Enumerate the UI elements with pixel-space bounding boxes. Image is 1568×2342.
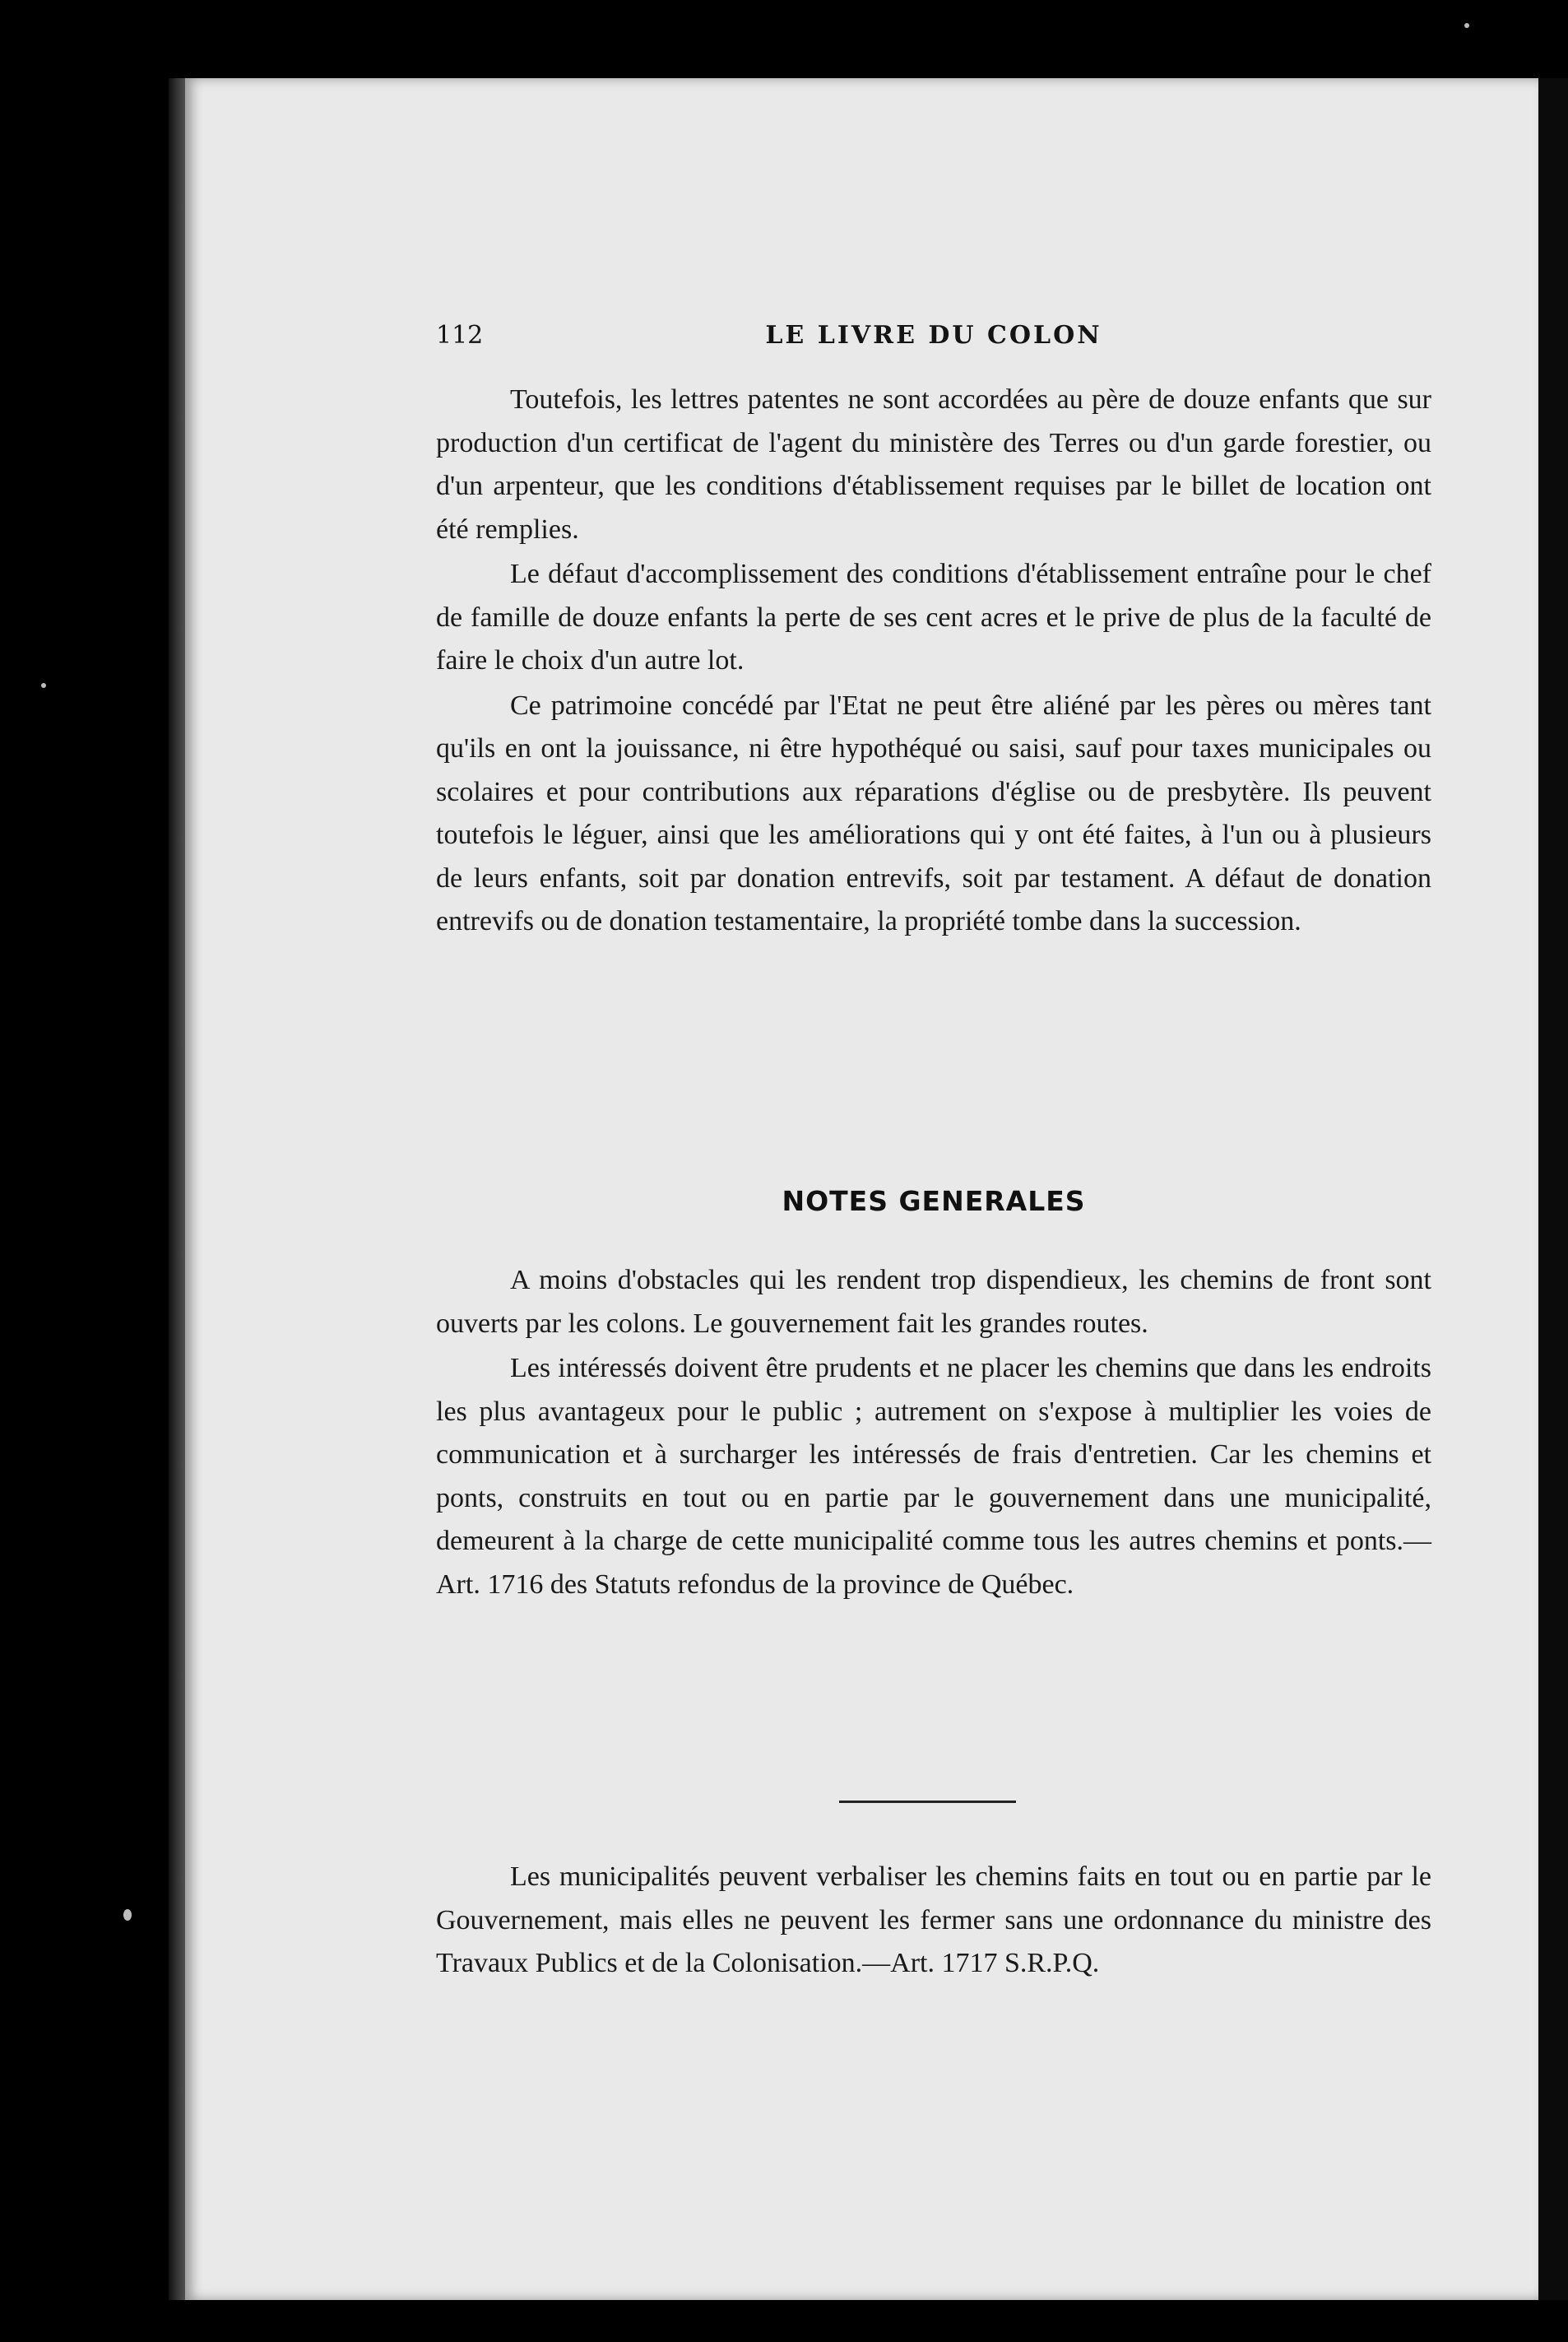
paragraph: Ce patrimoine concédé par l'Etat ne peut être aliéné par les pères ou mères tant qu'ils en ont la jouissance, ni être hypothéqué ou saisi, sauf pour taxes municipales ou scolaires et pour contributions aux réparations d'église ou de presbytère. Ils peuvent toutefois le léguer, ainsi que les améliorations qui y ont été faites, à l'un ou à plusieurs de leurs enfants, soit par donation entrevifs, soit par testament. A défaut de donation entrevifs ou de donation testamentaire, la propriété tombe dans la succession. [436, 690, 1431, 936]
section-divider [839, 1801, 1016, 1803]
page-header [436, 321, 1431, 362]
scan-speck [1464, 23, 1469, 28]
scan-speck [123, 1909, 132, 1921]
scan-speck [41, 683, 46, 688]
section-two-text [436, 1259, 1431, 1606]
paragraph: A moins d'obstacles qui les rendent trop dispendieux, les chemins de front sont ouverts par les colons. Le gouvernement fait les grandes routes. [436, 1265, 1431, 1339]
paragraph: Les intéressés doivent être prudents et ne placer les chemins que dans les endroits les plus avantageux pour le public ; autrement on s'expose à multiplier les voies de communication et à surcharger les intéressés de frais d'entretien. Car les chemins et ponts, construits en tout ou en partie par le gouvernement dans une municipalité, demeurent à la charge de cette municipalité comme tous les autres chemins et ponts.—Art. 1716 des Statuts refondus de la province de Québec. [436, 1353, 1431, 1600]
section-one-text [436, 379, 1431, 944]
page-number: 112 [436, 321, 484, 350]
paragraph: Le défaut d'accomplissement des conditions d'établissement entraîne pour le chef de famille de douze enfants la perte de ses cent acres et le prive de plus de la faculté de faire le choix d'un autre lot. [436, 559, 1431, 676]
paragraph: Les municipalités peuvent verbaliser les chemins faits en tout ou en partie par le Gouvernement, mais elles ne peuvent les fermer sans une ordonnance du ministre des Travaux Publics et de la Colonisation.—Art. 1717 S.R.P.Q. [436, 1861, 1431, 1978]
section-heading: NOTES GENERALES [782, 1185, 1086, 1217]
running-title: LE LIVRE DU COLON [765, 321, 1102, 350]
paragraph: Toutefois, les lettres patentes ne sont accordées au père de douze enfants que sur production d'un certificat de l'agent du ministère des Terres ou d'un garde forestier, ou d'un arpenteur, que les conditions d'établissement requises par le billet de location ont été remplies. [436, 384, 1431, 545]
section-three-text [436, 1856, 1431, 1986]
page-right-edge [1538, 78, 1568, 2300]
